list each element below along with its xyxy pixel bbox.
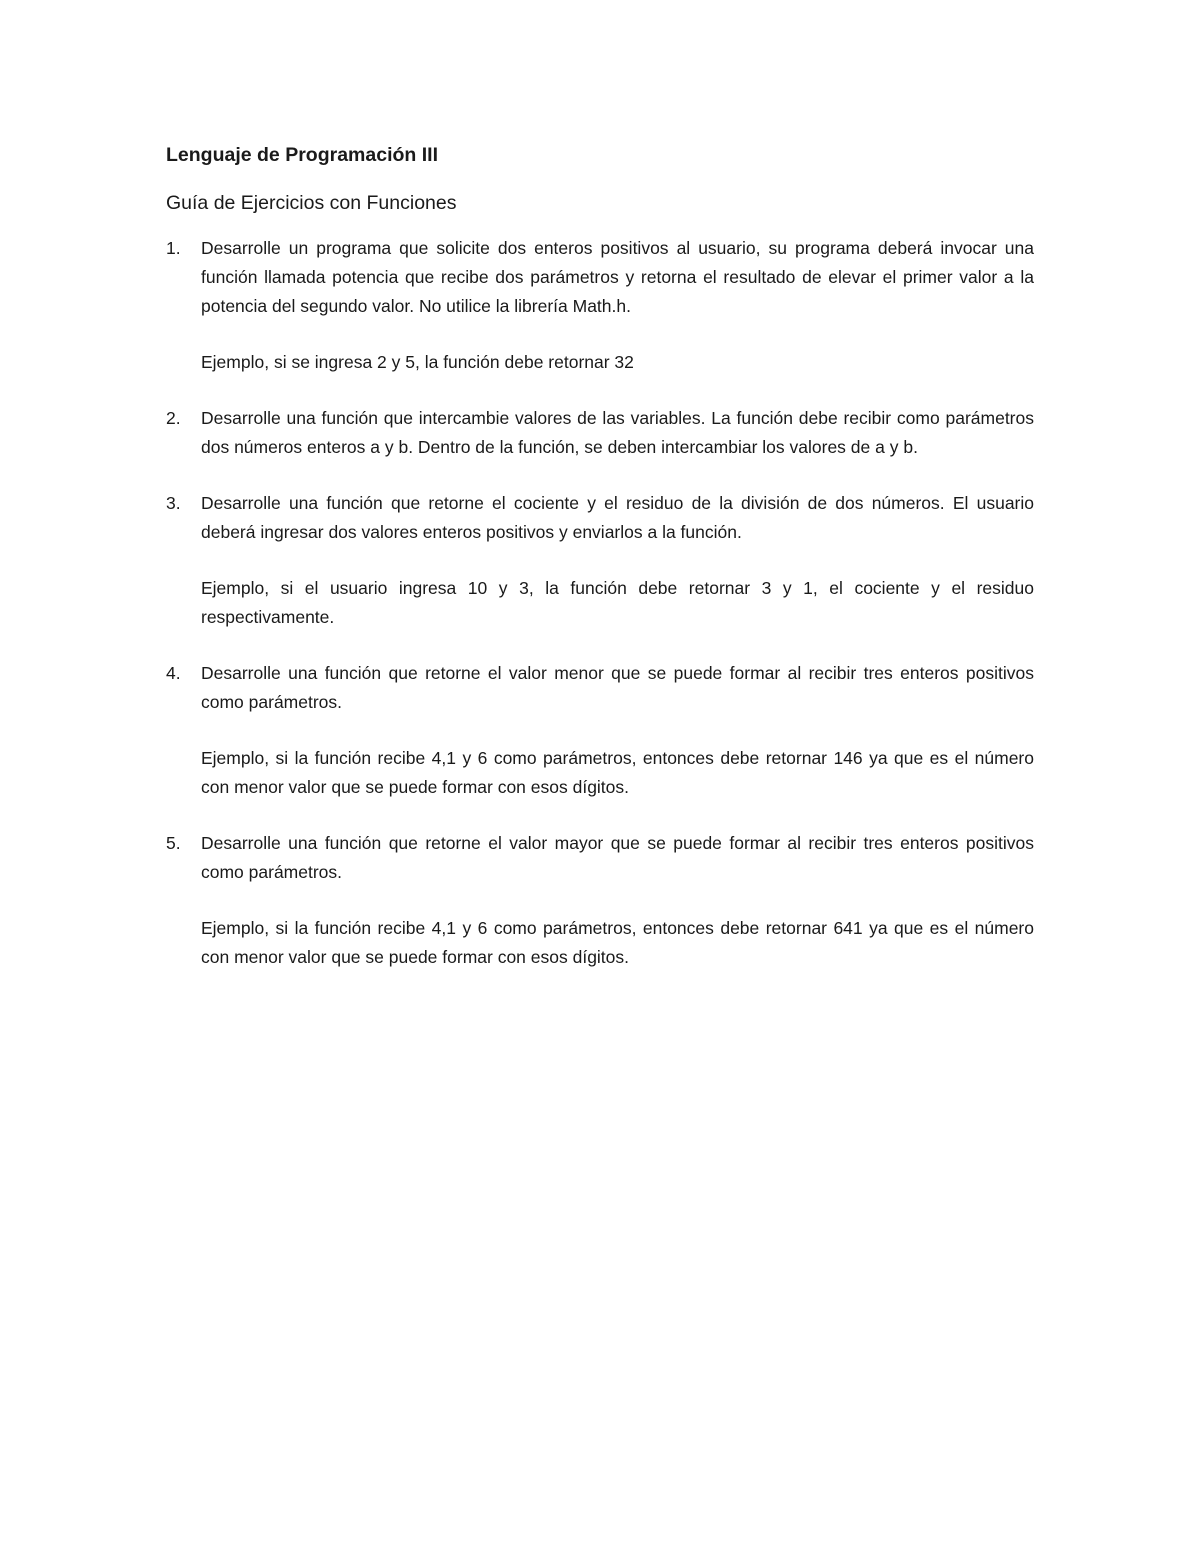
exercise-example: Ejemplo, si se ingresa 2 y 5, la función debe retornar 32 [201, 352, 634, 372]
exercise-example: Ejemplo, si la función recibe 4,1 y 6 como parámetros, entonces debe retornar 146 ya que es el número con menor valor que se puede formar con esos dígitos. [201, 748, 1034, 797]
exercise-number: 1. [166, 238, 181, 258]
exercise-number: 3. [166, 493, 181, 513]
exercise-number: 4. [166, 663, 181, 683]
exercise-item-3 [166, 489, 1034, 632]
document-content [166, 140, 1034, 999]
exercise-text: Desarrolle una función que retorne el valor menor que se puede formar al recibir tres enteros positivos como parámetros. [201, 663, 1034, 712]
exercise-text: Desarrolle una función que retorne el valor mayor que se puede formar al recibir tres enteros positivos como parámetros. [201, 833, 1034, 882]
exercise-item-1 [166, 234, 1034, 377]
exercise-text: Desarrolle un programa que solicite dos enteros positivos al usuario, su programa deberá invocar una función llamada potencia que recibe dos parámetros y retorna el resultado de elevar el primer valor a la potencia del segundo valor. No utilice la librería Math.h. [201, 238, 1034, 316]
exercise-example: Ejemplo, si la función recibe 4,1 y 6 como parámetros, entonces debe retornar 641 ya que es el número con menor valor que se puede formar con esos dígitos. [201, 918, 1034, 967]
exercise-text: Desarrolle una función que intercambie valores de las variables. La función debe recibir como parámetros dos números enteros a y b. Dentro de la función, se deben intercambiar los valores de a y b. [201, 408, 1034, 457]
exercise-item-5 [166, 829, 1034, 972]
exercise-list [166, 234, 1034, 972]
exercise-number: 5. [166, 833, 181, 853]
exercise-item-2 [166, 404, 1034, 462]
document-subtitle: Guía de Ejercicios con Funciones [166, 192, 457, 214]
document-title: Lenguaje de Programación III [166, 144, 438, 166]
exercise-text: Desarrolle una función que retorne el cociente y el residuo de la división de dos números. El usuario deberá ingresar dos valores enteros positivos y enviarlos a la función. [201, 493, 1034, 542]
exercise-item-4 [166, 659, 1034, 802]
exercise-number: 2. [166, 408, 181, 428]
exercise-example: Ejemplo, si el usuario ingresa 10 y 3, la función debe retornar 3 y 1, el cociente y el residuo respectivamente. [201, 578, 1034, 627]
